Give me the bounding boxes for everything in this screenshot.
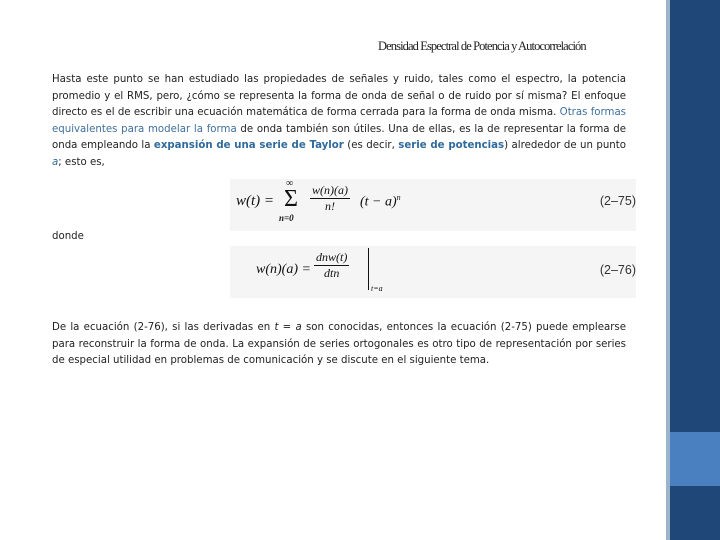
conclusion-text-2: = <box>278 322 296 333</box>
eq2-numerator: dnw(t) <box>316 250 348 264</box>
eq-label-2-75: (2–75) <box>599 194 636 208</box>
intro-text-3: (es decir, <box>343 140 399 152</box>
eq2-subscript: t=a <box>371 284 383 293</box>
eq2-fraction <box>314 250 349 281</box>
intro-text-2: de onda también son útiles. Una de ellas, es la de representar la forma de onda empleando la <box>52 123 626 152</box>
eq1-numerator: w(n)(a) <box>312 183 348 197</box>
slide-title: Densidad Espectral de Potencia y Autocorrelación <box>378 39 586 53</box>
eq1-sum-upper: ∞ <box>286 178 294 189</box>
eq1-sum-lower: n=0 <box>279 213 294 223</box>
eq1-tail-exponent: n <box>396 193 401 202</box>
eq1-lhs: w(t) = <box>236 193 275 209</box>
sigma-icon: Σ <box>284 186 298 212</box>
conclusion-text-3: son conocidas, entonces la ecuación (2-75) puede emplearse para reconstruir la forma de onda. La expansión de series ortogonales es otro tipo de representación por series de especial utilidad en problemas de comunicación y se discute en el siguiente tema. <box>52 322 626 367</box>
paragraph-intro <box>52 72 626 172</box>
eq1-tail <box>360 193 401 211</box>
evaluation-bar <box>368 248 369 290</box>
paragraph-conclusion <box>52 320 626 370</box>
variable-t: t <box>274 322 279 333</box>
eq1-denominator: n! <box>325 199 335 213</box>
eq2-lhs: w(n)(a) = <box>256 262 311 277</box>
highlight-otras-formas: Otras formas equivalentes para modelar la forma <box>52 107 626 135</box>
highlight-serie-potencias: serie de potencias <box>398 140 505 152</box>
paragraph-donde: donde <box>52 231 84 242</box>
variable-a-2: a <box>295 322 302 333</box>
sidebar-accent-block <box>670 432 720 486</box>
conclusion-text-1: De la ecuación (2-76), si las derivadas en <box>52 322 275 333</box>
intro-text-4: ) alrededor de un punto <box>504 140 626 152</box>
highlight-serie-taylor: expansión de una serie de Taylor <box>153 140 344 152</box>
eq-label-2-76: (2–76) <box>599 263 636 277</box>
variable-a: a <box>52 156 59 168</box>
eq1-fraction <box>310 183 350 214</box>
equation-2-75 <box>230 179 636 231</box>
intro-text-1: Hasta este punto se han estudiado las propiedades de señales y ruido, tales como el espectro, la potencia promedio y el RMS, pero, ¿cómo se representa la forma de onda de señal o de ruido por sí misma? El enfoque directo es el de escribir una ecuación matemática de forma cerrada para la forma de onda misma. <box>52 74 626 119</box>
equation-2-76 <box>230 246 636 298</box>
intro-text-5: ; esto es, <box>58 156 105 168</box>
eq2-denominator: dtn <box>324 266 340 280</box>
eq1-tail-base: (t − a) <box>360 194 397 210</box>
